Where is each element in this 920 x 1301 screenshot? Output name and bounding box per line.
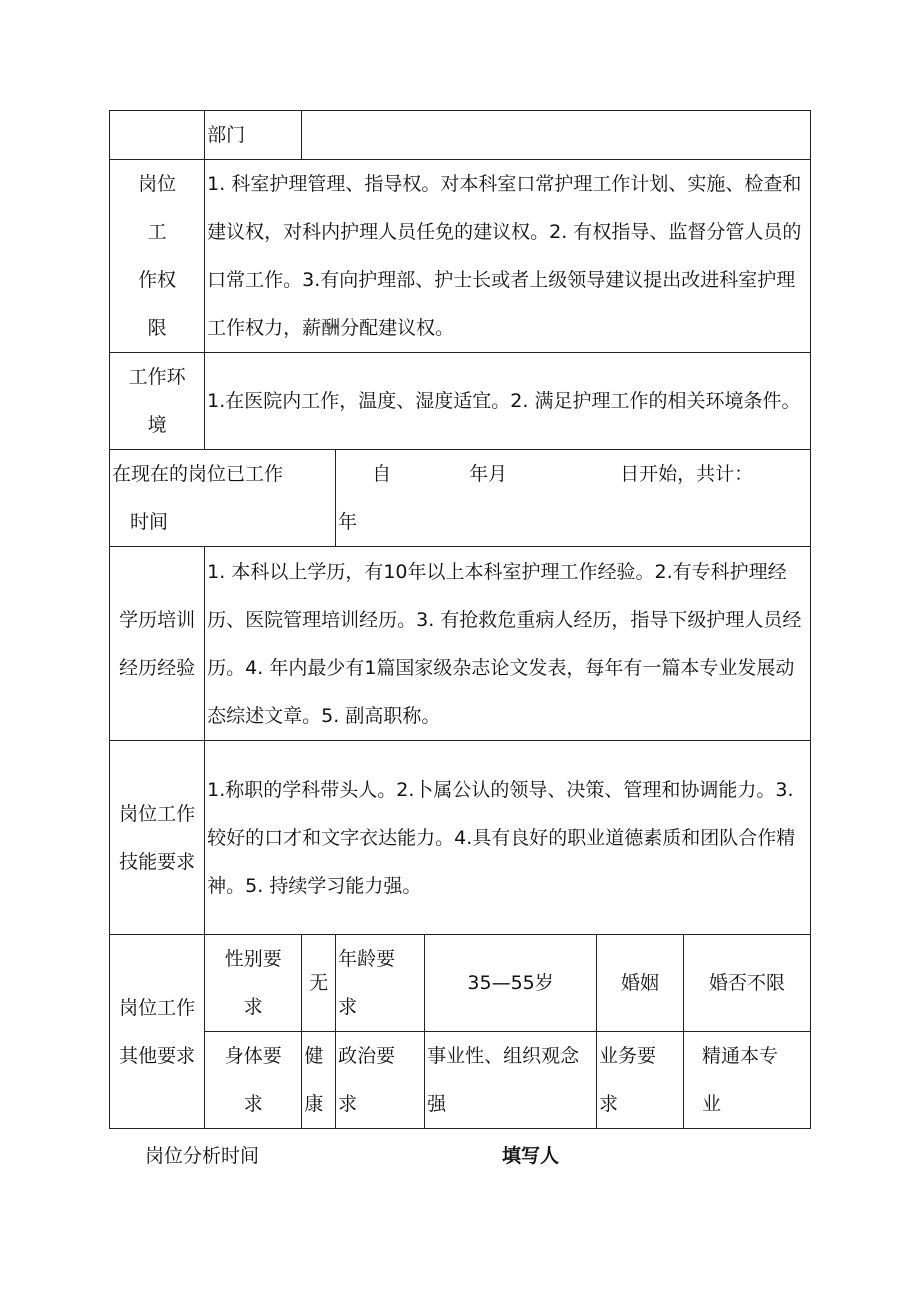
environment-label: 工作环 境: [110, 353, 205, 450]
education-label: 学历培训 经历经验: [110, 547, 205, 741]
politics-value: 事业性、组织观念强: [425, 1032, 597, 1129]
analysis-time-label: 岗位分析时间: [145, 1145, 260, 1167]
authority-content: 1. 科室护理管理、指导权。对本科室口常护理工作计划、实施、检查和建议权，对科内护理人员任免的建议权。2. 有权指导、监督分管人员的口常工作。3.有向护理部、护士长或者上级领导建议提出改进科室护理工作权力，薪酬分配建议权。: [205, 160, 811, 353]
tenure-value[interactable]: 自 年月 日开始，共计： 年: [336, 450, 811, 547]
job-description-table: [109, 110, 811, 1129]
tenure-row: [110, 450, 811, 547]
other-req-label: 岗位工作 其他要求: [110, 935, 205, 1129]
skills-content: 1.称职的学科带头人。2.卜属公认的领导、决策、管理和协调能力。3. 较好的口才和文字衣达能力。4.具有良好的职业道德素质和团队合作精神。5. 持续学习能力强。: [205, 741, 811, 935]
other-req-row-1: [110, 935, 811, 1032]
health-label: 身体要 求: [205, 1032, 302, 1129]
education-content: 1. 本科以上学历，有10年以上本科室护理工作经验。2.有专科护理经历、医院管理培训经历。3. 有抢救危重病人经历，指导下级护理人员经历。4. 年内最少有1篇国家级杂志论文发表，每年有一篇本专业发展动态综述文章。5. 副高职称。: [205, 547, 811, 741]
health-value: 健 康: [302, 1032, 336, 1129]
environment-row: [110, 353, 811, 450]
gender-label: 性别要 求: [205, 935, 302, 1032]
education-row: [110, 547, 811, 741]
dept-row: [110, 111, 811, 160]
business-label: 业务要 求: [597, 1032, 684, 1129]
marriage-value: 婚否不限: [684, 935, 811, 1032]
skills-label: 岗位工作 技能要求: [110, 741, 205, 935]
filler-label: 填写人: [502, 1145, 560, 1167]
other-req-row-2: [110, 1032, 811, 1129]
age-value: 35—55岁: [425, 935, 597, 1032]
gender-value: 无: [302, 935, 336, 1032]
dept-label: 部门: [205, 111, 302, 160]
age-label: 年龄要 求: [336, 935, 425, 1032]
dept-blank-cell: [110, 111, 205, 160]
tenure-label: 在现在的岗位已工作 时间: [110, 450, 336, 547]
environment-content: 1.在医院内工作，温度、湿度适宜。2. 满足护理工作的相关环境条件。: [205, 353, 811, 450]
dept-value[interactable]: [302, 111, 811, 160]
authority-label: 岗位 工 作权 限: [110, 160, 205, 353]
marriage-label: 婚姻: [597, 935, 684, 1032]
skills-row: [110, 741, 811, 935]
politics-label: 政治要 求: [336, 1032, 425, 1129]
business-value: 精通本专 业: [684, 1032, 811, 1129]
authority-row: [110, 160, 811, 353]
